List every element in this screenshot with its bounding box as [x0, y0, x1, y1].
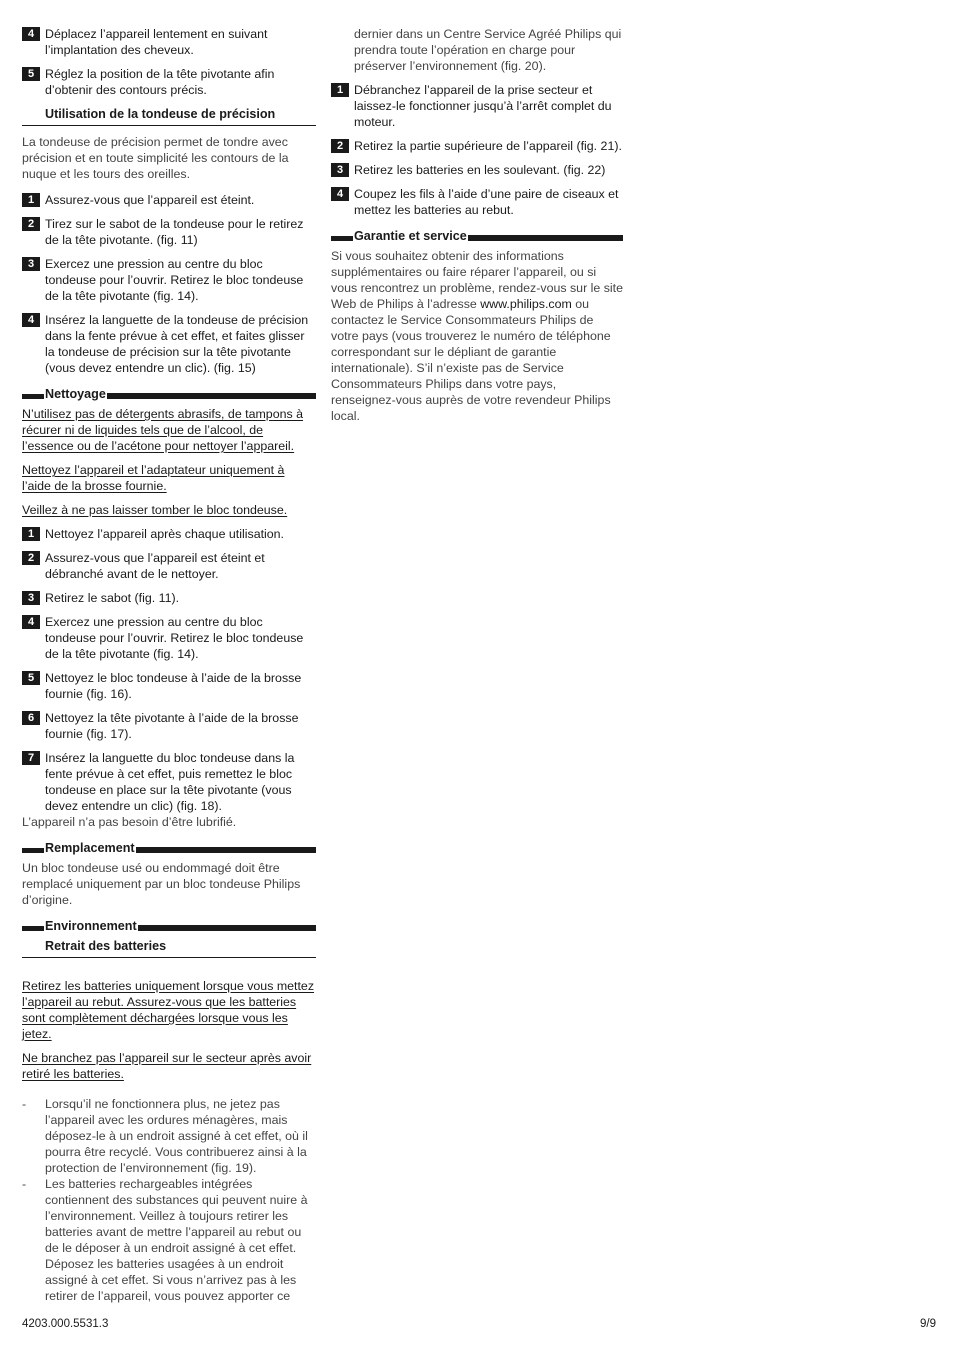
- step: [22, 526, 316, 542]
- heading-bar: [22, 926, 44, 931]
- step-number: 1: [331, 83, 349, 97]
- nettoyage-section-heading: [22, 386, 316, 402]
- step: [22, 192, 316, 208]
- garantie-text: Si vous souhaitez obtenir des informations supplémentaires ou faire réparer l’appareil, ou si vous rencontrez un problème, rendez-vous sur le site Web de Philips à l’adresse www.philips.com ou contactez le Service Consommateurs Philips de votre pays (vous trouverez le numéro de téléphone correspondant sur le dépliant de garantie internationale). S’il n’existe pas de Service Consommateurs Philips dans votre pays, renseignez-vous auprès de votre revendeur Philips local.: [331, 249, 624, 423]
- step-number: 3: [22, 591, 40, 605]
- step-text: Nettoyez l’appareil après chaque utilisation.: [45, 527, 285, 541]
- step-number: 4: [331, 187, 349, 201]
- step-text: Tirez sur le sabot de la tondeuse pour le retirez de la tête pivotante. (fig. 11): [45, 217, 304, 247]
- step-text: Réglez la position de la tête pivotante afin d’obtenir des contours précis.: [45, 67, 275, 97]
- step-number: 2: [331, 139, 349, 153]
- step: [22, 66, 316, 98]
- remplacement-text: Un bloc tondeuse usé ou endommagé doit être remplacé uniquement par un bloc tondeuse Philips d’origine.: [22, 861, 301, 907]
- step: [331, 82, 623, 130]
- step: [22, 216, 316, 248]
- precision-heading: Utilisation de la tondeuse de précision: [22, 106, 316, 126]
- step: [331, 162, 623, 178]
- heading-bar: [468, 235, 623, 241]
- heading-bar: [22, 848, 44, 853]
- left-column: [22, 26, 316, 1304]
- heading-bar: [136, 847, 316, 853]
- step-text: Assurez-vous que l’appareil est éteint et débranché avant de le nettoyer.: [45, 551, 265, 581]
- step-number: 6: [22, 711, 40, 725]
- step-text: Débranchez l’appareil de la prise secteur et laissez-le fonctionner jusqu’à l’arrêt complet du moteur.: [354, 83, 612, 129]
- bullet-item: - Les batteries rechargeables intégrées contiennent des substances qui peuvent nuire à l’environnement. Veillez à toujours retirer les batteries avant de mettre l’appareil au rebut ou de le déposer à un endroit assigné à cet effet. Déposez les batteries usagées à un endroit assigné à cet effet. Si vous n’arrivez pas à les retirer de l’appareil, vous pouvez apporter ce: [22, 1177, 308, 1303]
- step: [22, 26, 316, 58]
- section-title: Environnement: [45, 919, 137, 933]
- bullet-item: - Lorsqu’il ne fonctionnera plus, ne jetez pas l’appareil avec les ordures ménagères, mais déposez-le à un endroit assigné à cet effet, où il pourra être recyclé. Vous contribuerez ainsi à la protection de l’environnement (fig. 19).: [22, 1097, 308, 1175]
- step-text: Nettoyez la tête pivotante à l’aide de la brosse fournie (fig. 17).: [45, 711, 299, 741]
- warning-text: Nettoyez l’appareil et l’adaptateur uniquement à l’aide de la brosse fournie.: [22, 463, 285, 493]
- warning-text: Retirez les batteries uniquement lorsque vous mettez l’appareil au rebut. Assurez-vous que les batteries sont complètement déchargées lorsque vous les jetez.: [22, 979, 315, 1041]
- step: [22, 750, 316, 814]
- heading-bar: [138, 925, 316, 931]
- step: [22, 256, 316, 304]
- step-text: Retirez les batteries en les soulevant. (fig. 22): [354, 163, 606, 177]
- step-number: 7: [22, 751, 40, 765]
- step-number: 5: [22, 67, 40, 81]
- continuation-text: dernier dans un Centre Service Agréé Philips qui prendra toute l’opération en charge pour préserver l’environnement (fig. 20).: [354, 27, 622, 73]
- section-title: Nettoyage: [45, 387, 106, 401]
- step: [22, 590, 316, 606]
- heading-bar: [22, 394, 44, 399]
- step-number: 3: [331, 163, 349, 177]
- step-number: 5: [22, 671, 40, 685]
- document-number: 4203.000.5531.3: [22, 1318, 109, 1330]
- step: [22, 550, 316, 582]
- heading-bar: [107, 393, 316, 399]
- step-number: 4: [22, 615, 40, 629]
- step-number: 1: [22, 527, 40, 541]
- precision-intro: La tondeuse de précision permet de tondre avec précision et en toute simplicité les contours de la nuque et les tours des oreilles.: [22, 135, 289, 181]
- step-text: Insérez la languette du bloc tondeuse dans la fente prévue à cet effet, puis remettez le bloc tondeuse en place sur la tête pivotante (vous devez entendre un clic) (fig. 18).: [45, 751, 295, 813]
- lubrication-note: L’appareil n’a pas besoin d’être lubrifié.: [22, 815, 237, 829]
- step: [22, 614, 316, 662]
- step-number: 3: [22, 257, 40, 271]
- step-text: Nettoyez le bloc tondeuse à l’aide de la brosse fournie (fig. 16).: [45, 671, 302, 701]
- warning-text: Veillez à ne pas laisser tomber le bloc tondeuse.: [22, 503, 288, 517]
- section-title: Remplacement: [45, 841, 135, 855]
- step-text: Exercez une pression au centre du bloc tondeuse pour l’ouvrir. Retirez le bloc tondeuse de la tête pivotante (fig. 14).: [45, 615, 304, 661]
- step-number: 2: [22, 551, 40, 565]
- step-number: 4: [22, 27, 40, 41]
- step-number: 1: [22, 193, 40, 207]
- step: [331, 186, 623, 218]
- step-text: Déplacez l’appareil lentement en suivant l’implantation des cheveux.: [45, 27, 268, 57]
- environnement-section-heading: [22, 918, 316, 934]
- step: [22, 670, 316, 702]
- step-text: Assurez-vous que l’appareil est éteint.: [45, 193, 255, 207]
- step-text: Exercez une pression au centre du bloc tondeuse pour l’ouvrir. Retirez le bloc tondeuse de la tête pivotante (fig. 14).: [45, 257, 304, 303]
- step-text: Retirez la partie supérieure de l’appareil (fig. 21).: [354, 139, 622, 153]
- right-column: [331, 26, 623, 434]
- step-text: Coupez les fils à l’aide d’une paire de ciseaux et mettez les batteries au rebut.: [354, 187, 619, 217]
- step: [22, 710, 316, 742]
- step: [331, 138, 623, 154]
- step-text: Insérez la languette de la tondeuse de précision dans la fente prévue à cet effet, et faites glisser la tondeuse de précision sur la tête pivotante (vous devez entendre un clic). (fig. 15): [45, 313, 309, 375]
- heading-bar: [331, 236, 353, 241]
- section-title: Garantie et service: [354, 229, 467, 243]
- step-number: 2: [22, 217, 40, 231]
- step-text: Retirez le sabot (fig. 11).: [45, 591, 180, 605]
- warning-text: N’utilisez pas de détergents abrasifs, de tampons à récurer ni de liquides tels que de l’alcool, de l’essence ou de l’acétone pour nettoyer l’appareil.: [22, 407, 304, 453]
- step: [22, 312, 316, 376]
- warning-text: Ne branchez pas l’appareil sur le secteur après avoir retiré les batteries.: [22, 1051, 312, 1081]
- step-number: 4: [22, 313, 40, 327]
- remplacement-section-heading: [22, 840, 316, 856]
- garantie-section-heading: [331, 228, 623, 244]
- philips-website-link[interactable]: www.philips.com: [480, 297, 572, 311]
- batteries-heading: Retrait des batteries: [22, 938, 316, 958]
- page-number: 9/9: [920, 1318, 936, 1330]
